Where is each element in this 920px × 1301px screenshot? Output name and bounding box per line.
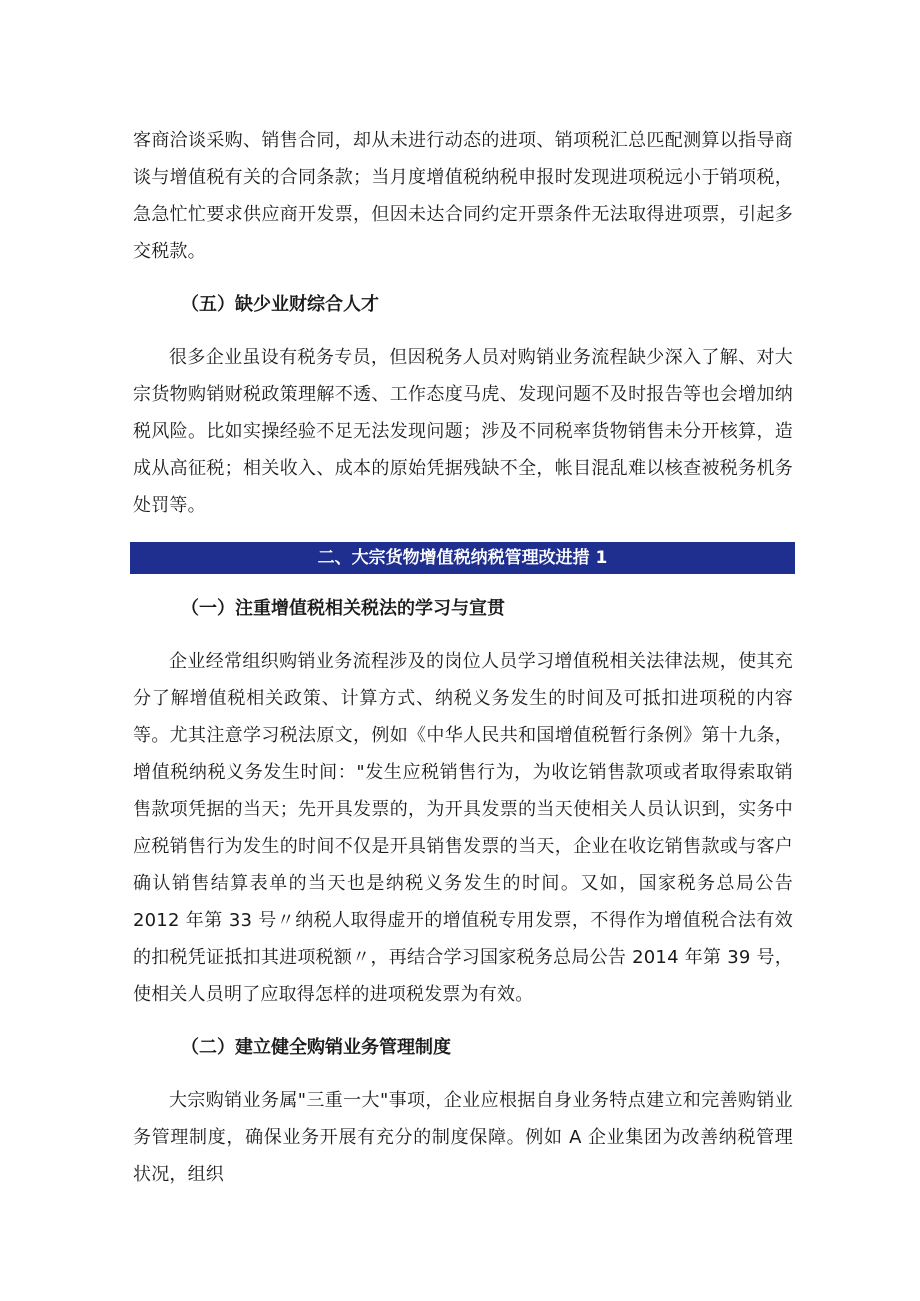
paragraph-section-2: 大宗购销业务属"三重一大"事项，企业应根据自身业务特点建立和完善购销业务管理制度，确保业务开展有充分的制度保障。例如 A 企业集团为改善纳税管理状况，组织 — [133, 1090, 793, 1185]
section-heading-1: （一）注重增值税相关税法的学习与宣贯 — [181, 598, 505, 619]
document-content — [133, 122, 793, 1193]
paragraph-section-1: 企业经常组织购销业务流程涉及的岗位人员学习增值税相关法律法规，使其充分了解增值税相关政策、计算方式、纳税义务发生的时间及可抵扣进项税的内容等。尤其注意学习税法原文，例如《中华人民共和国增值税暂行条例》第十九条，增值税纳税义务发生时间："发生应税销售行为，为收讫销售款项或者取得索取销售款项凭据的当天；先开具发票的，为开具发票的当天使相关人员认识到，实务中应税销售行为发生的时间不仅是开具销售发票的当天，企业在收讫销售款或与客户确认销售结算表单的当天也是纳税义务发生的时间。又如，国家税务总局公告 2012 年第 33 号〃纳税人取得虚开的增值税专用发票，不得作为增值税合法有效的扣税凭证抵扣其进项税额〃，再结合学习国家税务总局公告 2014 年第 39 号，使相关人员明了应取得怎样的进项税发票为有效。 — [133, 651, 793, 1005]
chapter-banner: 二、大宗货物增值税纳税管理改进措 1 — [130, 542, 795, 574]
section-heading-5: （五）缺少业财综合人才 — [181, 294, 379, 315]
paragraph-section-5: 很多企业虽设有税务专员，但因税务人员对购销业务流程缺少深入了解、对大宗货物购销财税政策理解不透、工作态度马虎、发现问题不及时报告等也会增加纳税风险。比如实操经验不足无法发现问题；涉及不同税率货物销售未分开核算，造成从高征税；相关收入、成本的原始凭据残缺不全，帐目混乱难以核查被税务机务处罚等。 — [133, 347, 793, 516]
section-heading-2: （二）建立健全购销业务管理制度 — [181, 1037, 451, 1058]
paragraph-intro-continued: 客商洽谈采购、销售合同，却从未进行动态的进项、销项税汇总匹配测算以指导商谈与增值税有关的合同条款；当月度增值税纳税申报时发现进项税远小于销项税，急急忙忙要求供应商开发票，但因未达合同约定开票条件无法取得进项票，引起多交税款。 — [133, 130, 793, 262]
